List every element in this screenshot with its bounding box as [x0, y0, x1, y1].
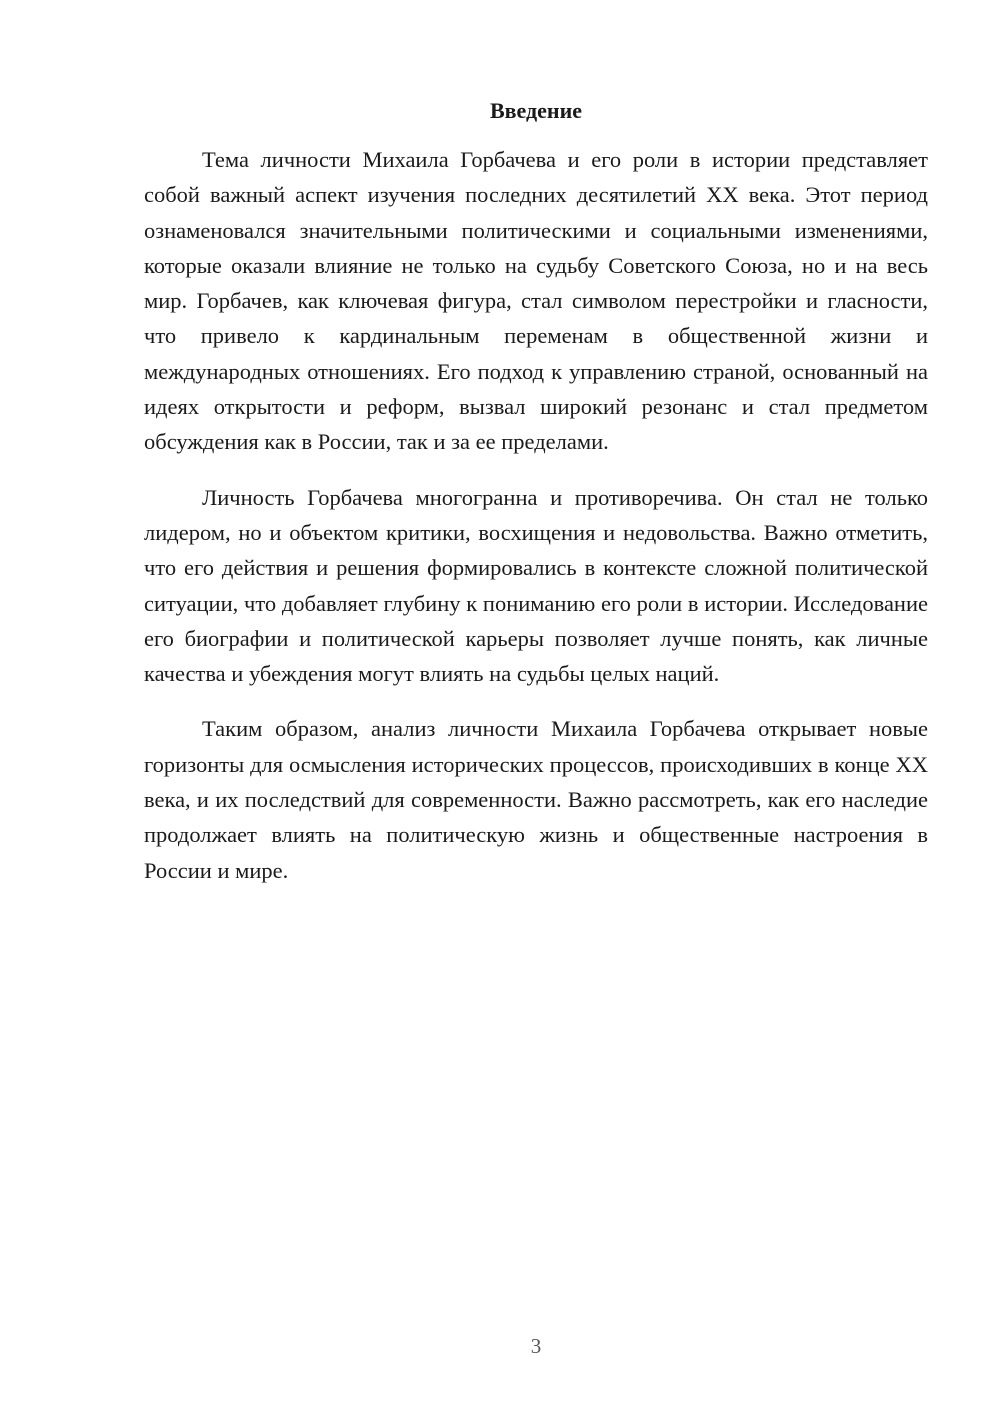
- body-text: [144, 142, 928, 908]
- page-number: 3: [530, 1334, 542, 1358]
- paragraph-1: Тема личности Михаила Горбачева и его роли в истории представляет собой важный аспект изучения последних десятилетий XX века. Этот период ознаменовался значительными политическими и социальными изменениями, которые оказали влияние не только на судьбу Советского Союза, но и на весь мир. Горбачев, как ключевая фигура, стал символом перестройки и гласности, что привело к кардинальным переменам в общественной жизни и международных отношениях. Его подход к управлению страной, основанный на идеях открытости и реформ, вызвал широкий резонанс и стал предметом обсуждения как в России, так и за ее пределами.: [144, 147, 928, 455]
- paragraph-3: Таким образом, анализ личности Михаила Горбачева открывает новые горизонты для осмысления исторических процессов, происходивших в конце XX века, и их последствий для современности. Важно рассмотреть, как его наследие продолжает влиять на политическую жизнь и общественные настроения в России и мире.: [144, 716, 928, 883]
- paragraph-2: Личность Горбачева многогранна и противоречива. Он стал не только лидером, но и объектом критики, восхищения и недовольства. Важно отметить, что его действия и решения формировались в контексте сложной политической ситуации, что добавляет глубину к пониманию его роли в истории. Исследование его биографии и политической карьеры позволяет лучше понять, как личные качества и убеждения могут влиять на судьбы целых наций.: [144, 484, 928, 687]
- section-heading: Введение: [489, 98, 583, 123]
